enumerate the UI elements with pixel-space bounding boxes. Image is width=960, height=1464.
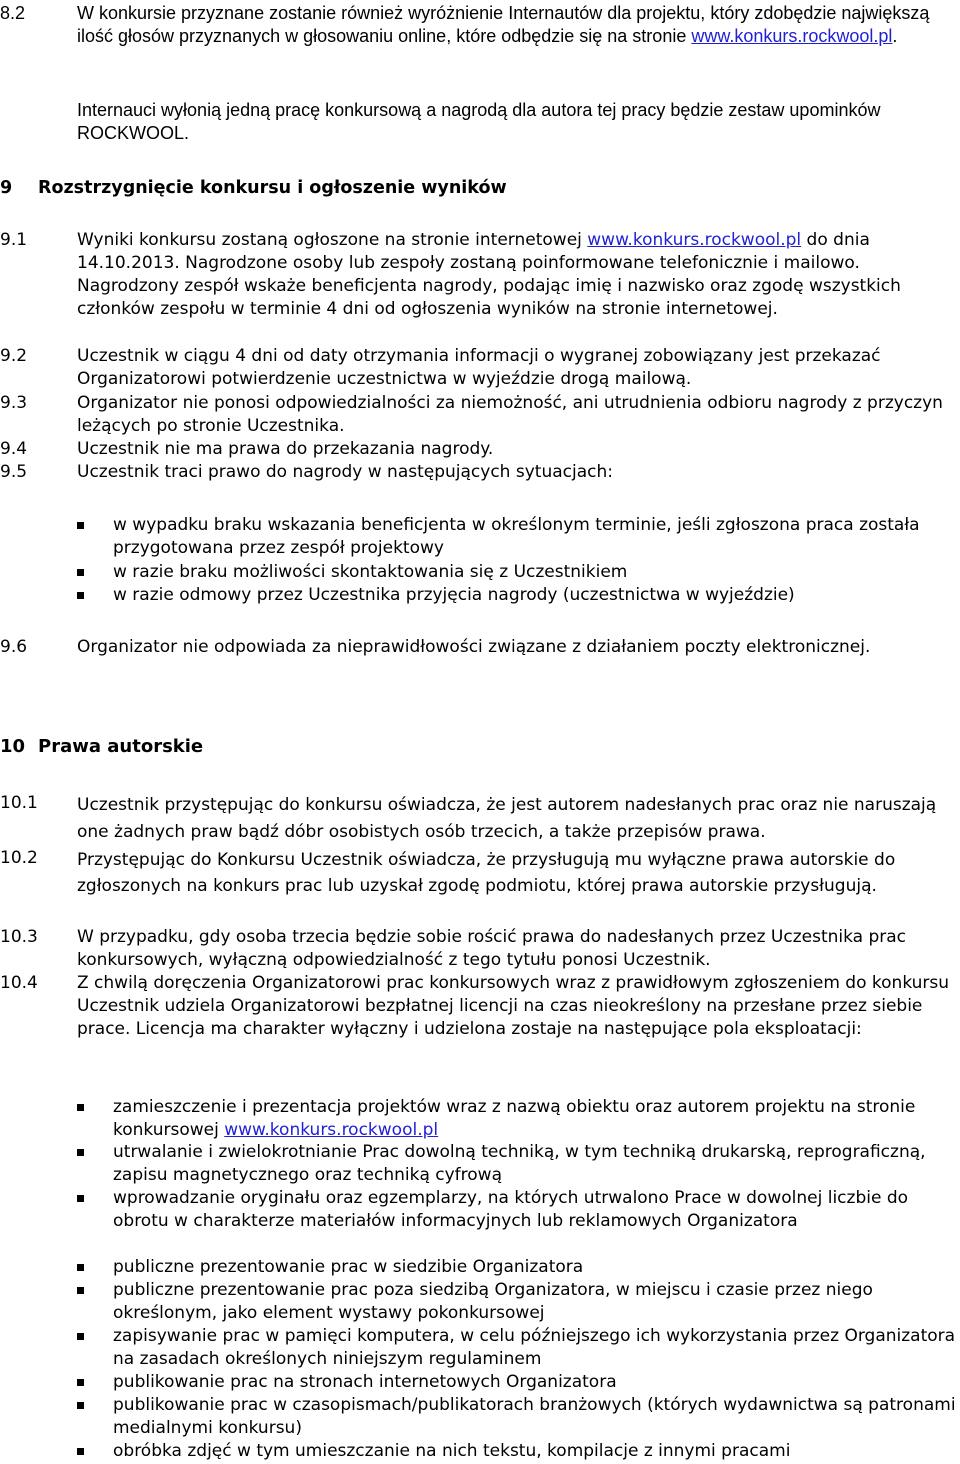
section-text: Organizator nie odpowiada za nieprawidłowości związane z działaniem poczty elektronicznej. — [77, 637, 871, 657]
section-number: 10.1 — [0, 793, 38, 813]
list-item-text: publikowanie prac na stronach internetowych Organizatora — [113, 1372, 617, 1392]
section-text: Uczestnik w ciągu 4 dni od daty otrzymania informacji o wygranej zobowiązany jest przekazać Organizatorowi potwierdzenie uczestnictwa w wyjeździe drogą mailową. — [77, 346, 881, 389]
section-number: 10.2 — [0, 848, 38, 868]
bullet-square-icon — [77, 1187, 84, 1202]
section-text: Uczestnik nie ma prawa do przekazania nagrody. — [77, 439, 494, 459]
section-text: Z chwilą doręczenia Organizatorowi prac konkursowych wraz z prawidłowym zgłoszeniem do konkursu Uczestnik udziela Organizatorowi bezpłatnej licencji na czas nieokreślony na przesłane przez siebie prace. Licencja ma charakter wyłączny i udzielona zostaje na następujące pola eksploatacji: — [77, 973, 950, 1039]
section-text: Wyniki konkursu zostaną ogłoszone na stronie internetowej www.konkurs.rockwool.pl do dnia 14.10.2013. Nagrodzone osoby lub zespoły zostaną poinformowane telefonicznie i mailowo. Nagrodzony zespół wskaże beneficjenta nagrody, podając imię i nazwisko oraz zgodę wszystkich członków zespołu w terminie 4 dni od ogłoszenia wyników na stronie internetowej. — [77, 230, 901, 319]
list-item-text: utrwalanie i zwielokrotnianie Prac dowolną techniką, w tym techniką drukarską, reprograficzną, zapisu magnetycznego oraz techniką cyfrową — [113, 1142, 926, 1185]
section-text: Uczestnik traci prawo do nagrody w następujących sytuacjach: — [77, 462, 613, 482]
heading-number: 9 — [0, 178, 13, 198]
section-text: Internauci wyłonią jedną pracę konkursową a nagrodą dla autora tej pracy będzie zestaw upominków ROCKWOOL. — [77, 100, 881, 143]
bullet-square-icon — [77, 584, 84, 599]
bullet-square-icon — [77, 1394, 84, 1409]
section-text: Organizator nie ponosi odpowiedzialności za niemożność, ani utrudnienia odbioru nagrody z przyczyn leżących po stronie Uczestnika. — [77, 393, 943, 436]
konkurs-link[interactable]: www.konkurs.rockwool.pl — [691, 26, 893, 46]
bullet-square-icon — [77, 561, 84, 576]
bullet-square-icon — [77, 1141, 84, 1156]
list-item-text: publikowanie prac w czasopismach/publikatorach branżowych (których wydawnictwa są patronami medialnymi konkursu) — [113, 1395, 956, 1438]
list-item-text: w wypadku braku wskazania beneficjenta w określonym terminie, jeśli zgłoszona praca została przygotowana przez zespół projektowy — [113, 515, 920, 558]
bullet-square-icon — [77, 1096, 84, 1111]
bullet-square-icon — [77, 1256, 84, 1271]
list-item-text: obróbka zdjęć w tym umieszczanie na nich tekstu, kompilacje z innymi pracami — [113, 1441, 791, 1461]
section-text: W konkursie przyznane zostanie również wyróżnienie Internautów dla projektu, który zdobędzie największą ilość głosów przyznanych w głosowaniu online, które odbędzie się na stronie www.konkurs.rockwool.pl. — [77, 3, 930, 46]
list-item-text: wprowadzanie oryginału oraz egzemplarzy, na których utrwalono Prace w dowolnej liczbie do obrotu w charakterze materiałów informacyjnych lub reklamowych Organizatora — [113, 1188, 909, 1231]
list-item-text: publiczne prezentowanie prac poza siedzibą Organizatora, w miejscu i czasie przez niego określonym, jako element wystawy pokonkursowej — [113, 1280, 873, 1323]
list-item-text: w razie odmowy przez Uczestnika przyjęcia nagrody (uczestnictwa w wyjeździe) — [113, 585, 795, 605]
bullet-square-icon — [77, 1325, 84, 1340]
bullet-square-icon — [77, 1279, 84, 1294]
section-number: 9.1 — [0, 230, 28, 250]
section-number: 9.6 — [0, 637, 28, 657]
section-number: 9.3 — [0, 393, 28, 413]
section-number: 9.4 — [0, 439, 28, 459]
section-text: W przypadku, gdy osoba trzecia będzie sobie rościć prawa do nadesłanych przez Uczestnika prac konkursowych, wyłączną odpowiedzialność z tego tytułu ponosi Uczestnik. — [77, 927, 907, 970]
konkurs-link[interactable]: www.konkurs.rockwool.pl — [587, 230, 802, 250]
section-text: Uczestnik przystępując do konkursu oświadcza, że jest autorem nadesłanych prac oraz nie naruszają one żadnych praw bądź dóbr osobistych osób trzecich, a także przepisów prawa. — [77, 795, 937, 842]
konkurs-link[interactable]: www.konkurs.rockwool.pl — [224, 1120, 439, 1140]
list-item-text: publiczne prezentowanie prac w siedzibie Organizatora — [113, 1257, 584, 1277]
heading-number: 10 — [0, 736, 26, 757]
section-number: 10.3 — [0, 927, 38, 947]
section-number: 9.5 — [0, 462, 28, 482]
heading-title: Prawa autorskie — [38, 736, 204, 757]
section-number: 8.2 — [0, 3, 26, 23]
heading-title: Rozstrzygnięcie konkursu i ogłoszenie wyników — [38, 178, 507, 198]
list-item-text: zapisywanie prac w pamięci komputera, w celu późniejszego ich wykorzystania przez Organizatora na zasadach określonych niniejszym regulaminem — [113, 1326, 956, 1369]
bullet-square-icon — [77, 1440, 84, 1455]
list-item-text: zamieszczenie i prezentacja projektów wraz z nazwą obiektu oraz autorem projektu na stronie konkursowej www.konkurs.rockwool.pl — [113, 1097, 916, 1140]
section-number: 10.4 — [0, 973, 38, 993]
section-number: 9.2 — [0, 346, 28, 366]
section-text: Przystępując do Konkursu Uczestnik oświadcza, że przysługują mu wyłączne prawa autorskie do zgłoszonych na konkurs prac lub uzyskał zgodę podmiotu, której prawa autorskie przysługują. — [77, 850, 896, 896]
bullet-square-icon — [77, 1371, 84, 1386]
list-item-text: w razie braku możliwości skontaktowania się z Uczestnikiem — [113, 562, 628, 582]
bullet-square-icon — [77, 514, 84, 529]
